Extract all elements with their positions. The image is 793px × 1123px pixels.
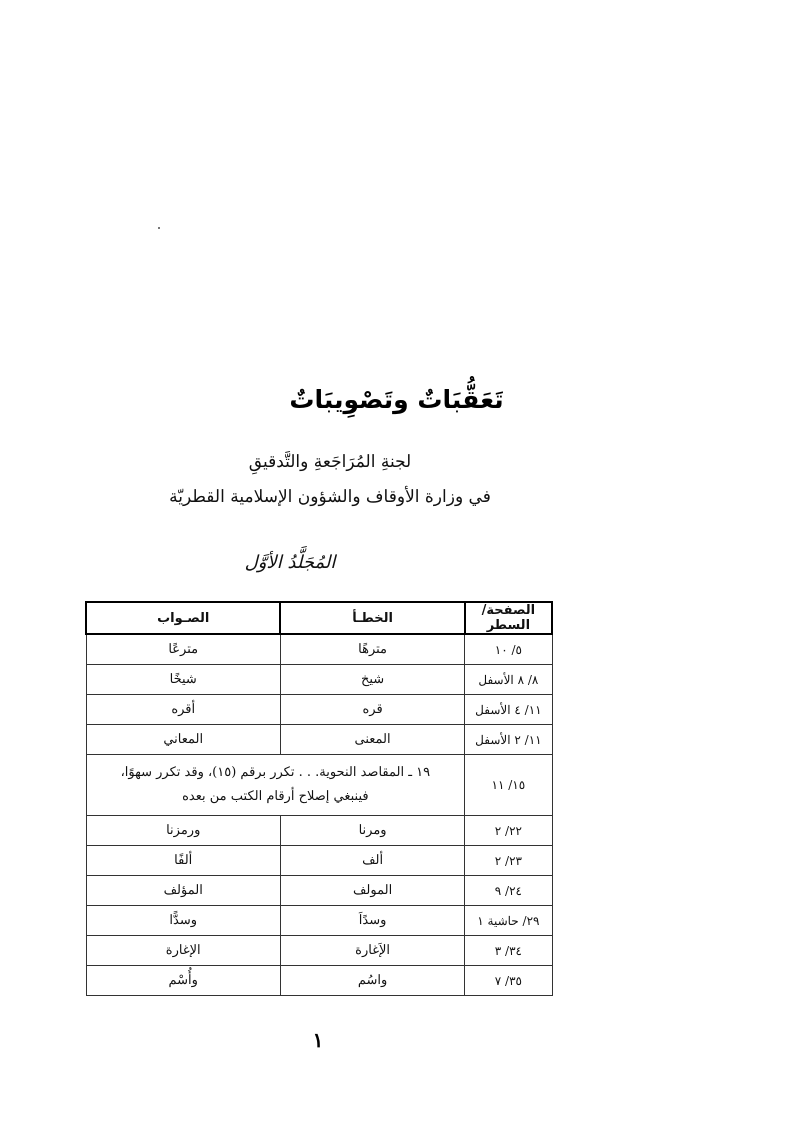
cell-ref: ٣٥/ ٧ (465, 966, 552, 996)
table-header-row (86, 602, 552, 634)
header-correction: الصـواب (86, 602, 280, 634)
cell-correction: مترعًا (86, 634, 280, 665)
cell-error: ألف (280, 846, 464, 876)
cell-error: الإَغارة (280, 936, 464, 966)
page-number: ١ (312, 1028, 324, 1052)
corrections-table (85, 601, 553, 996)
cell-ref: ٢٤/ ٩ (465, 876, 552, 906)
cell-error: واسُم (280, 966, 464, 996)
table-row (86, 634, 552, 665)
cell-error: المعنى (280, 725, 464, 755)
table-row (86, 936, 552, 966)
table-row (86, 966, 552, 996)
cell-error: مترهًا (280, 634, 464, 665)
table-row (86, 725, 552, 755)
cell-correction: شيخًا (86, 665, 280, 695)
cell-error: شيخ (280, 665, 464, 695)
table-row (86, 846, 552, 876)
cell-ref: ٥/ ١٠ (465, 634, 552, 665)
table-row (86, 665, 552, 695)
cell-error: المولف (280, 876, 464, 906)
cell-ref: ٢٩/ حاشية ١ (465, 906, 552, 936)
table-row-note (86, 755, 552, 816)
cell-correction: وأُسْم (86, 966, 280, 996)
table-row (86, 876, 552, 906)
committee-subtitle: لجنةِ المُرَاجَعةِ والتَّدقيقِ (248, 452, 412, 472)
cell-correction: المؤلف (86, 876, 280, 906)
scan-speck (158, 227, 160, 229)
header-page-line: الصفحة/ السطر (465, 602, 552, 634)
cell-ref: ١١/ ٢ الأسفل (465, 725, 552, 755)
note-line-1: ١٩ ـ المقاصد النحوية. . . تكرر برقم (١٥)، وقد تكرر سهوًا، (120, 765, 431, 780)
cell-ref: ٨/ ٨ الأسفل (465, 665, 552, 695)
cell-correction: ورمزنا (86, 816, 280, 846)
table-row (86, 906, 552, 936)
note-line-2: فينبغي إصلاح أرقام الكتب من بعده (182, 789, 369, 804)
cell-error: قره (280, 695, 464, 725)
cell-ref: ٢٣/ ٢ (465, 846, 552, 876)
cell-ref: ٢٢/ ٢ (465, 816, 552, 846)
cell-ref: ١١/ ٤ الأسفل (465, 695, 552, 725)
cell-ref: ١٥/ ١١ (465, 755, 552, 816)
cell-correction: المعاني (86, 725, 280, 755)
cell-correction: أقره (86, 695, 280, 725)
ministry-subtitle: في وزارة الأوقاف والشؤون الإسلامية القطريّة (169, 487, 491, 507)
cell-note (86, 755, 465, 816)
page-title: تَعَقُّبَاتٌ وتَصْوِيبَاتٌ (289, 385, 504, 414)
cell-correction: وسدًّا (86, 906, 280, 936)
header-error: الخطـأ (280, 602, 464, 634)
volume-heading: المُجَلَّدُ الأوَّل (244, 552, 336, 573)
table-row (86, 695, 552, 725)
cell-ref: ٣٤/ ٣ (465, 936, 552, 966)
table-row (86, 816, 552, 846)
cell-correction: ألفًا (86, 846, 280, 876)
cell-error: وسدًاَ (280, 906, 464, 936)
cell-error: ومرنا (280, 816, 464, 846)
cell-correction: الإغارة (86, 936, 280, 966)
